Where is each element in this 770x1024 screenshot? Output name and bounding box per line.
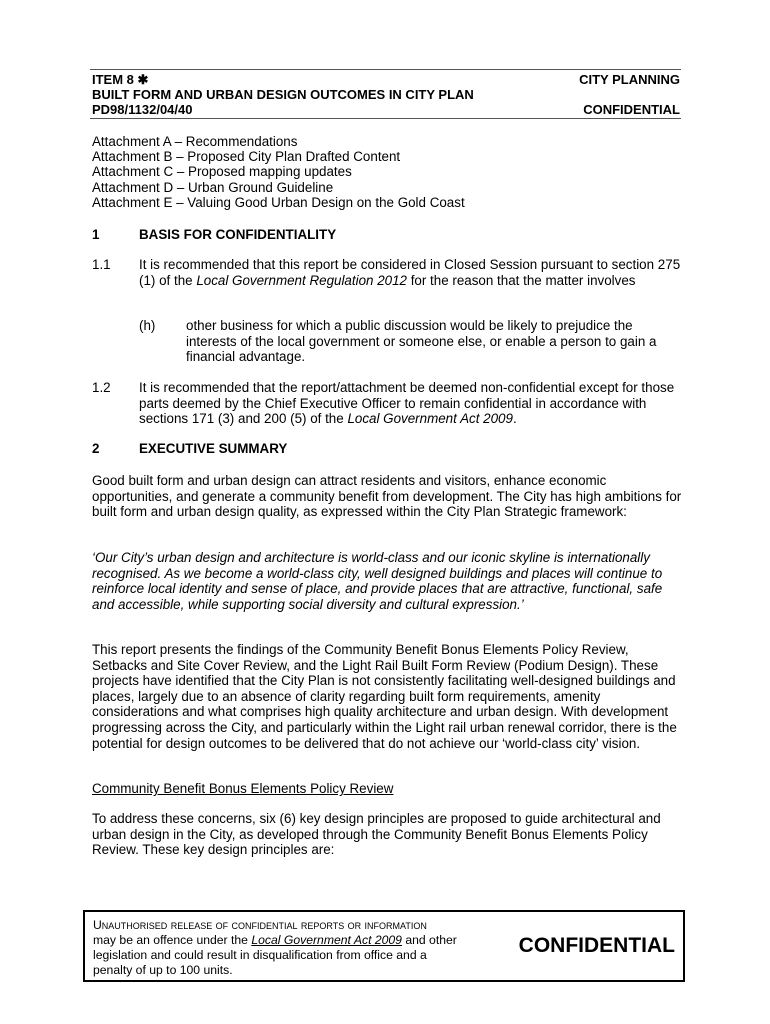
attachment-item: Attachment B – Proposed City Plan Drafted Content — [92, 149, 401, 164]
paragraph-text: It is recommended that the report/attachment be deemed non-confidential except for those parts deemed by the Chief Executive Officer to remain confidential in accordance with sections 171 (3) and 200 (5) of the — [139, 380, 675, 427]
notice-line — [93, 933, 493, 948]
sub-item-text: other business for which a public discussion would be likely to prejudice the interests of the local government or someone else, or enable a person to gain a financial advantage. — [186, 318, 657, 365]
attachment-item: Attachment D – Urban Ground Guideline — [92, 180, 334, 195]
section-title: EXECUTIVE SUMMARY — [139, 441, 288, 456]
attachment-item: Attachment E – Valuing Good Urban Design on the Gold Coast — [92, 195, 465, 210]
act-reference: Local Government Act 2009 — [251, 933, 402, 947]
notice-line: legislation and could result in disqualification from office and a — [93, 948, 427, 962]
paragraph-text: It is recommended that this report be considered in Closed Session pursuant to section 275 (1) of the — [139, 257, 681, 288]
reference-number: PD98/1132/04/40 — [92, 102, 193, 117]
attachment-item: Attachment C – Proposed mapping updates — [92, 164, 352, 179]
paragraph-text: . — [512, 411, 517, 427]
notice-text — [93, 918, 493, 978]
item-label: ITEM 8 — [92, 72, 134, 87]
notice-line: penalty of up to 100 units. — [93, 963, 233, 977]
star-icon: ✱ — [137, 72, 149, 87]
attachment-item: Attachment A – Recommendations — [92, 134, 298, 149]
report-title: BUILT FORM AND URBAN DESIGN OUTCOMES IN CITY PLAN — [92, 87, 474, 102]
regulation-reference: Local Government Regulation 2012 — [196, 272, 407, 288]
act-reference: Local Government Act 2009 — [347, 411, 513, 427]
sub-item-letter: (h) — [139, 318, 156, 333]
section-number: 2 — [92, 441, 100, 456]
header-bottom-rule — [90, 118, 681, 119]
confidential-stamp: CONFIDENTIAL — [518, 934, 675, 957]
paragraph-number: 1.1 — [92, 257, 111, 272]
notice-text-part: and other — [401, 933, 457, 947]
paragraph-1-2 — [139, 380, 684, 427]
paragraph-text: for the reason that the matter involves — [406, 272, 636, 288]
classification-label: CONFIDENTIAL — [583, 102, 680, 117]
section-title: BASIS FOR CONFIDENTIALITY — [139, 227, 337, 242]
subheading: Community Benefit Bonus Elements Policy Review — [92, 781, 394, 796]
confidentiality-notice — [83, 910, 685, 982]
notice-text-part: may be an offence under the — [93, 933, 252, 947]
notice-line: Unauthorised release of confidential reports or information — [93, 918, 427, 932]
vision-quote — [92, 550, 684, 612]
section-number: 1 — [92, 227, 100, 242]
header-top-rule — [90, 69, 681, 70]
department-label: CITY PLANNING — [579, 72, 680, 87]
summary-paragraph: This report presents the findings of the Community Benefit Bonus Elements Policy Review, Setbacks and Site Cover Review, and the Light Rail Built Form Review (Podium Design). These projects have identified that the City Plan is not consistently facilitating well-designed buildings and places, largely due to an absence of clarity regarding built form requirements, amenity considerations and what comprises high quality architecture and urban design. With development progressing across the City, and particularly within the Light rail urban renewal corridor, there is the potential for design outcomes to be delivered that do not achieve our ‘world-class city’ vision. — [92, 642, 677, 751]
item-number — [92, 72, 148, 88]
paragraph-1-1 — [139, 257, 684, 288]
quote-text: ‘Our City’s urban design and architecture is world-class and our iconic skyline is internationally recognised. As we become a world-class city, well designed buildings and places will continue to reinforce local identity and sense of place, and provide places that are attractive, functional, safe and accessible, while supporting social diversity and cultural expression.’ — [92, 550, 663, 612]
summary-paragraph: To address these concerns, six (6) key design principles are proposed to guide architectural and urban design in the City, as developed through the Community Benefit Bonus Elements Policy Review. These key design principles are: — [92, 811, 661, 858]
summary-paragraph: Good built form and urban design can attract residents and visitors, enhance economic opportunities, and generate a community benefit from development. The City has high ambitions for built form and urban design quality, as expressed within the City Plan Strategic framework: — [92, 473, 682, 520]
paragraph-number: 1.2 — [92, 380, 111, 395]
